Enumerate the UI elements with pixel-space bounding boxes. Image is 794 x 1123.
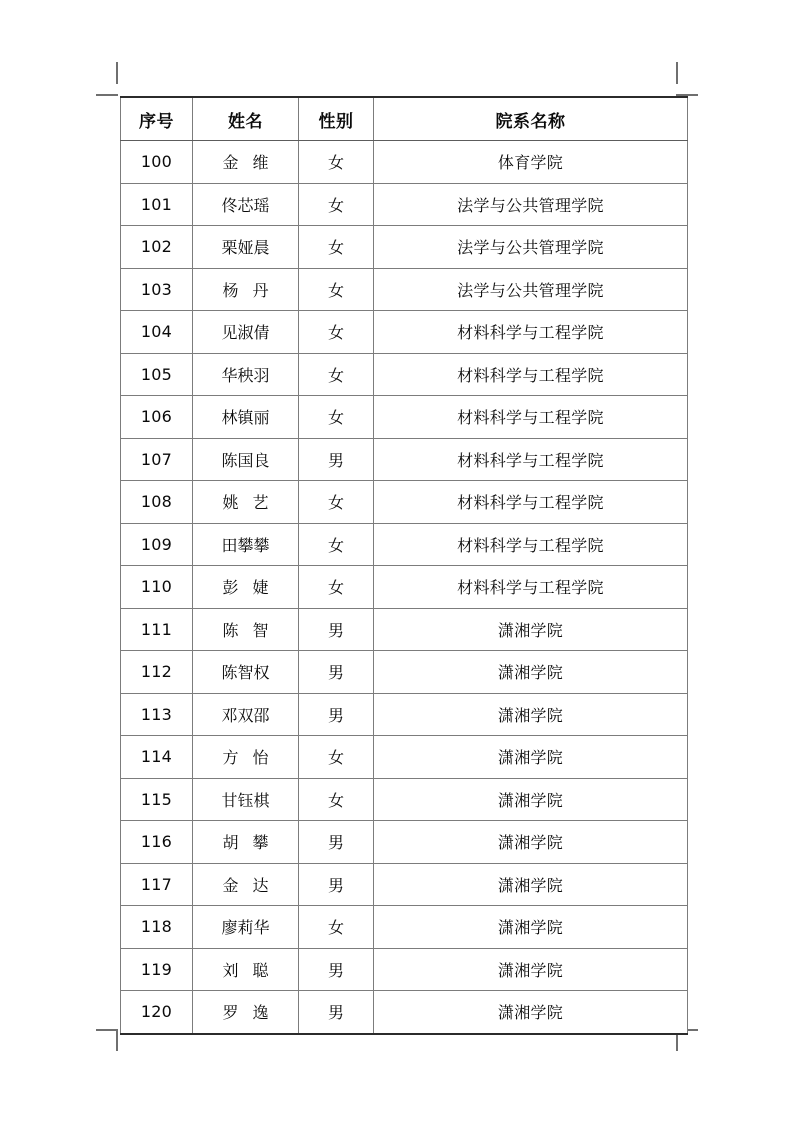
- table-row: [121, 438, 688, 481]
- cell-name: 陈国良: [193, 438, 299, 481]
- cell-gender: 女: [299, 183, 374, 226]
- crop-mark-top-left: [96, 62, 130, 96]
- table-row: [121, 523, 688, 566]
- cell-sequence: 120: [121, 991, 193, 1034]
- cell-name: 胡攀: [193, 821, 299, 864]
- cell-sequence: 100: [121, 141, 193, 184]
- table-row: [121, 311, 688, 354]
- cell-gender: 男: [299, 863, 374, 906]
- cell-department: 潇湘学院: [374, 906, 688, 949]
- cell-name: 邓双邵: [193, 693, 299, 736]
- table-row: [121, 991, 688, 1034]
- cell-sequence: 112: [121, 651, 193, 694]
- cell-department: 潇湘学院: [374, 948, 688, 991]
- cell-name: 田攀攀: [193, 523, 299, 566]
- table-row: [121, 353, 688, 396]
- cell-sequence: 105: [121, 353, 193, 396]
- cell-department: 材料科学与工程学院: [374, 311, 688, 354]
- cell-department: 潇湘学院: [374, 736, 688, 779]
- cell-department: 潇湘学院: [374, 608, 688, 651]
- cell-department: 潇湘学院: [374, 991, 688, 1034]
- table-header-row: [121, 97, 688, 141]
- table-row: [121, 651, 688, 694]
- table-row: [121, 906, 688, 949]
- cell-gender: 女: [299, 736, 374, 779]
- cell-department: 材料科学与工程学院: [374, 523, 688, 566]
- cell-sequence: 103: [121, 268, 193, 311]
- cell-gender: 女: [299, 906, 374, 949]
- cell-sequence: 101: [121, 183, 193, 226]
- cell-gender: 女: [299, 396, 374, 439]
- cell-sequence: 115: [121, 778, 193, 821]
- cell-name: 栗娅晨: [193, 226, 299, 269]
- cell-name: 华秧羽: [193, 353, 299, 396]
- cell-name: 姚艺: [193, 481, 299, 524]
- table-row: [121, 226, 688, 269]
- cell-department: 潇湘学院: [374, 821, 688, 864]
- cell-gender: 女: [299, 481, 374, 524]
- roster-table: [120, 96, 688, 1035]
- cell-name: 金维: [193, 141, 299, 184]
- cell-department: 材料科学与工程学院: [374, 438, 688, 481]
- table-row: [121, 821, 688, 864]
- cell-sequence: 114: [121, 736, 193, 779]
- crop-mark-top-right: [664, 62, 698, 96]
- cell-name: 陈智: [193, 608, 299, 651]
- cell-sequence: 116: [121, 821, 193, 864]
- cell-gender: 女: [299, 778, 374, 821]
- cell-name: 金达: [193, 863, 299, 906]
- cell-gender: 女: [299, 141, 374, 184]
- cell-gender: 男: [299, 438, 374, 481]
- cell-gender: 男: [299, 608, 374, 651]
- column-header-sequence: 序号: [121, 97, 193, 141]
- cell-gender: 女: [299, 566, 374, 609]
- cell-gender: 女: [299, 523, 374, 566]
- cell-gender: 男: [299, 821, 374, 864]
- table-row: [121, 566, 688, 609]
- cell-gender: 女: [299, 311, 374, 354]
- cell-gender: 男: [299, 651, 374, 694]
- cell-name: 罗逸: [193, 991, 299, 1034]
- table-row: [121, 608, 688, 651]
- cell-department: 体育学院: [374, 141, 688, 184]
- cell-department: 潇湘学院: [374, 651, 688, 694]
- cell-gender: 女: [299, 268, 374, 311]
- cell-sequence: 113: [121, 693, 193, 736]
- column-header-gender: 性别: [299, 97, 374, 141]
- crop-mark-horizontal-rule: [96, 1029, 118, 1031]
- table-row: [121, 268, 688, 311]
- cell-gender: 男: [299, 991, 374, 1034]
- cell-gender: 男: [299, 693, 374, 736]
- column-header-department: 院系名称: [374, 97, 688, 141]
- cell-name: 陈智权: [193, 651, 299, 694]
- cell-sequence: 110: [121, 566, 193, 609]
- cell-sequence: 106: [121, 396, 193, 439]
- cell-gender: 女: [299, 226, 374, 269]
- cell-department: 潇湘学院: [374, 778, 688, 821]
- table-row: [121, 481, 688, 524]
- cell-department: 法学与公共管理学院: [374, 268, 688, 311]
- cell-department: 法学与公共管理学院: [374, 226, 688, 269]
- cell-name: 佟芯瑶: [193, 183, 299, 226]
- table-row: [121, 141, 688, 184]
- cell-name: 刘聪: [193, 948, 299, 991]
- cell-sequence: 102: [121, 226, 193, 269]
- crop-mark-vertical-rule: [676, 62, 678, 84]
- cell-department: 材料科学与工程学院: [374, 396, 688, 439]
- cell-department: 材料科学与工程学院: [374, 481, 688, 524]
- cell-department: 材料科学与工程学院: [374, 566, 688, 609]
- crop-mark-vertical-rule: [116, 1029, 118, 1051]
- cell-sequence: 109: [121, 523, 193, 566]
- cell-sequence: 108: [121, 481, 193, 524]
- cell-name: 彭婕: [193, 566, 299, 609]
- table-row: [121, 183, 688, 226]
- table-row: [121, 396, 688, 439]
- table-row: [121, 948, 688, 991]
- table-row: [121, 778, 688, 821]
- cell-department: 潇湘学院: [374, 863, 688, 906]
- table-header: [121, 97, 688, 141]
- cell-name: 甘钰棋: [193, 778, 299, 821]
- cell-gender: 女: [299, 353, 374, 396]
- cell-gender: 男: [299, 948, 374, 991]
- table-body: [121, 141, 688, 1034]
- cell-department: 法学与公共管理学院: [374, 183, 688, 226]
- table-row: [121, 693, 688, 736]
- column-header-name: 姓名: [193, 97, 299, 141]
- cell-sequence: 107: [121, 438, 193, 481]
- cell-department: 潇湘学院: [374, 693, 688, 736]
- table-row: [121, 863, 688, 906]
- crop-mark-vertical-rule: [116, 62, 118, 84]
- cell-sequence: 111: [121, 608, 193, 651]
- cell-name: 见淑倩: [193, 311, 299, 354]
- cell-name: 方怡: [193, 736, 299, 779]
- cell-sequence: 118: [121, 906, 193, 949]
- cell-sequence: 119: [121, 948, 193, 991]
- cell-department: 材料科学与工程学院: [374, 353, 688, 396]
- table-row: [121, 736, 688, 779]
- cell-name: 杨丹: [193, 268, 299, 311]
- cell-name: 林镇丽: [193, 396, 299, 439]
- cell-sequence: 104: [121, 311, 193, 354]
- cell-sequence: 117: [121, 863, 193, 906]
- cell-name: 廖莉华: [193, 906, 299, 949]
- crop-mark-horizontal-rule: [96, 94, 118, 96]
